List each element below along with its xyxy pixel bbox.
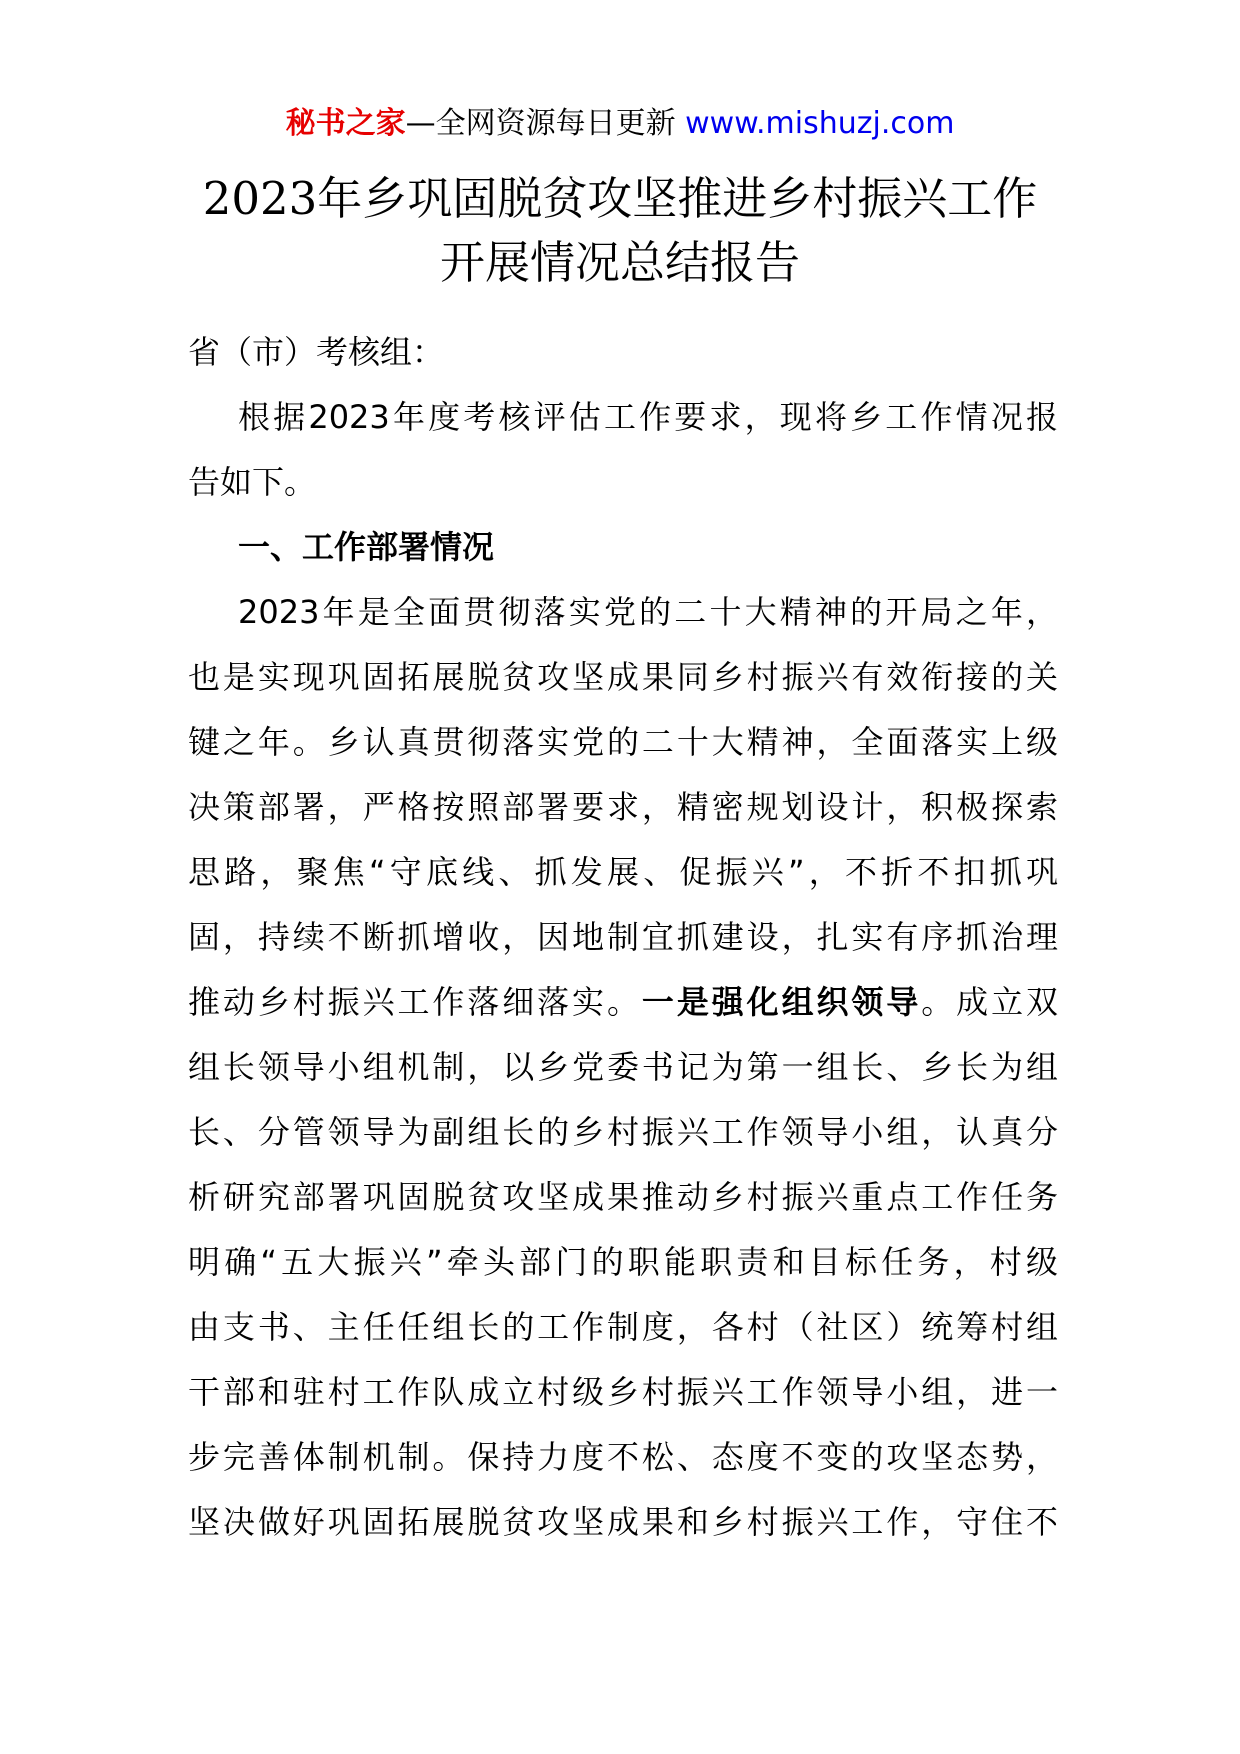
- paragraph-line: 坚决做好巩固拓展脱贫攻坚成果和乡村振兴工作，守住不: [188, 1503, 1058, 1541]
- paragraph-text: 推动乡村振兴工作落细落实。: [188, 983, 642, 1021]
- intro-line: 告如下。: [188, 463, 317, 501]
- paragraph-line: 固，持续不断抓增收，因地制宜抓建设，扎实有序抓治理: [188, 918, 1058, 956]
- brand-name: 秘书之家: [285, 106, 406, 141]
- document-body: [188, 326, 1058, 1561]
- paragraph-line: 键之年。乡认真贯彻落实党的二十大精神，全面落实上级: [188, 723, 1058, 761]
- site-url-link[interactable]: www.mishuzj.com: [685, 106, 955, 141]
- paragraph-line: 明确“五大振兴”牵头部门的职能职责和目标任务，村级: [188, 1243, 1058, 1281]
- paragraph-line: 思路，聚焦“守底线、抓发展、促振兴”，不折不扣抓巩: [188, 853, 1058, 891]
- header-slogan: —全网资源每日更新: [405, 106, 676, 141]
- paragraph-line: 决策部署，严格按照部署要求，精密规划设计，积极探索: [188, 788, 1058, 826]
- paragraph-line-mixed: [188, 976, 1058, 1041]
- paragraph-line: 干部和驻村工作队成立村级乡村振兴工作领导小组，进一: [188, 1373, 1058, 1411]
- paragraph-line: 步完善体制机制。保持力度不松、态度不变的攻坚态势，: [188, 1438, 1058, 1476]
- bold-key-point: 一是强化组织领导: [641, 983, 922, 1021]
- paragraph-line: 也是实现巩固拓展脱贫攻坚成果同乡村振兴有效衔接的关: [188, 658, 1058, 696]
- document-title-line-2: 开展情况总结报告: [439, 236, 800, 289]
- paragraph-line: 由支书、主任任组长的工作制度，各村（社区）统筹村组: [188, 1308, 1058, 1346]
- paragraph-line: 析研究部署巩固脱贫攻坚成果推动乡村振兴重点工作任务: [188, 1178, 1058, 1216]
- paragraph-line: 2023年是全面贯彻落实党的二十大精神的开局之年，: [238, 593, 1058, 631]
- site-header: [0, 102, 1240, 146]
- section-heading: 一、工作部署情况: [238, 528, 495, 566]
- paragraph-text: 。成立双: [921, 983, 1058, 1021]
- document-title-line-1: 2023年乡巩固脱贫攻坚推进乡村振兴工作: [202, 172, 1038, 225]
- paragraph-line: 长、分管领导为副组长的乡村振兴工作领导小组，认真分: [188, 1113, 1058, 1151]
- paragraph-line: 组长领导小组机制，以乡党委书记为第一组长、乡长为组: [188, 1048, 1058, 1086]
- intro-line: 根据2023年度考核评估工作要求，现将乡工作情况报: [238, 398, 1058, 436]
- salutation: 省（市）考核组：: [188, 333, 445, 371]
